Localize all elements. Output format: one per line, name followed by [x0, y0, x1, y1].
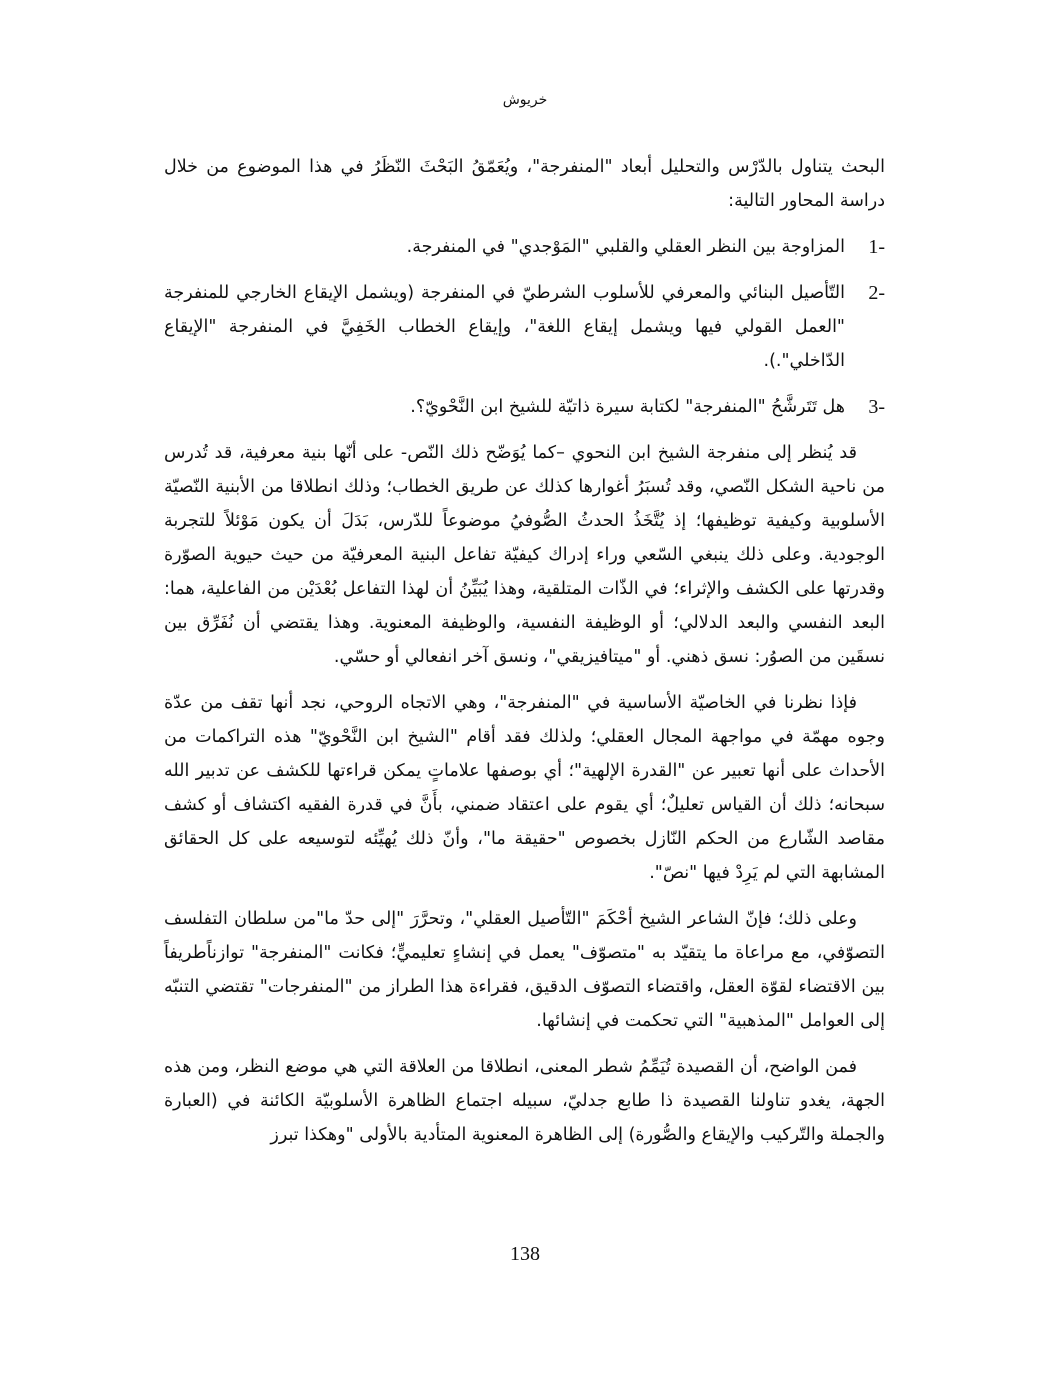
intro-paragraph: البحث يتناول بالدّرْس والتحليل أبعاد "المنفرجة"، ويُعَمّقُ البَحْثَ النّظَرُ في هذا الموضوع من خلال دراسة المحاور التالية: [164, 157, 885, 211]
list-item [164, 390, 885, 424]
list-item-text: المزاوجة بين النظر العقلي والقلبي "المَوْجدي" في المنفرجة. [406, 237, 845, 257]
list-item-number: -1 [868, 236, 885, 258]
body-text [164, 150, 885, 1164]
list-item-number: -2 [868, 282, 885, 304]
body-paragraph: قد يُنظر إلى منفرجة الشيخ ابن النحوي –كما يُوَضّح ذلك النّص- على أنّها بنية معرفية، قد تُدرس من ناحية الشكل النّصي، وقد تُسبَرُ أغوارها كذلك عن طريق الخطاب؛ وذلك انطلاقا من الأبنية النّصيّة الأسلوبية وكيفية توظيفها؛ إذ يُتَّخَذُ الحدثُ الصُّوفيُ موضوعاً للدّرس، بَدَلَ أن يكون مَوْئلاً للتجربة الوجودية. وعلى ذلك ينبغي السّعي وراء إدراك كيفيّة تفاعل البنية المعرفيّة من حيث حيوية الصوّرة وقدرتها على الكشف والإثراء؛ في الذّات المتلقية، وهذا يُبَيِّنُ أن لهذا التفاعل بُعْدَيْن من الفاعلية، هما: البعد النفسي والبعد الدلالي؛ أو الوظيفة النفسية، والوظيفة المعنوية. وهذا يقتضي أن نُفَرِّق بين نسقَين من الصوُر: نسق ذهني. أو "ميتافيزيقي"، ونسق آخر انفعالي أو حسّي. [164, 443, 885, 667]
page-number: 138 [510, 1243, 540, 1265]
body-paragraph: فمن الواضح، أن القصيدة تُيَمِّمُ شطر المعنى، انطلاقا من العلاقة التي هي موضع النظر، ومن هذه الجهة، يغدو تناولنا القصيدة ذا طابع جدليّ، سبيله اجتماع الظاهرة الأسلوبيّة الكائنة في (العبارة والجملة والتّركيب والإيقاع والصُّورة) إلى الظاهرة المعنوية المتأدية بالأولى "وهكذا تبرز [164, 1057, 885, 1145]
list-item-text: هل تَتَرشَّحُ "المنفرجة" لكتابة سيرة ذاتيّة للشيخ ابن النَّحْويّ؟. [410, 397, 845, 417]
body-paragraph: وعلى ذلك؛ فإنّ الشاعر الشيخ أحْكَمَ "التّأصيل العقلي"، وتحرَّرَ "إلى حدّ ما"من سلطان التفلسف التصوّفي، مع مراعاة ما يتقيّد به "متصوّف" يعمل في إنشاءٍ تعليميٍّ؛ فكانت "المنفرجة" توازناًطريفاً بين الاقتضاء لقوّة العقل، واقتضاء التصوّف الدقيق، فقراءة هذا الطراز من "المنفرجات" تقتضي التنبّه إلى العوامل "المذهبية" التي تحكمت في إنشائها. [164, 909, 885, 1031]
running-header: خريوش [502, 92, 548, 108]
list-item [164, 276, 885, 378]
list-item-number: -3 [868, 396, 885, 418]
list-item [164, 230, 885, 264]
body-paragraph: فإذا نظرنا في الخاصيّة الأساسية في "المنفرجة"، وهي الاتجاه الروحي، نجد أنها تقف من عدّة وجوه مهمّة في مواجهة المجال العقلي؛ ولذلك فقد أقام "الشيخ ابن النَّحْويّ" هذه التراكمات من الأحداث على أنها تعبير عن "القدرة الإلهية"؛ أي بوصفها علاماتٍ يمكن قراءتها للكشف عن تدبير الله سبحانه؛ ذلك أن القياس تعليلٌ؛ أي يقوم على اعتقاد ضمني، بأَنَّ في قدرة الفقيه اكتشاف أو كشف مقاصد الشّارع من الحكم النّازل بخصوص "حقيقة ما"، وأنّ ذلك يُهيِّئه لتوسيعه على كل الحقائق المشابهة التي لم يَرِدْ فيها "نصّ". [164, 693, 885, 883]
list-item-text: التّأصيل البنائي والمعرفي للأسلوب الشرطيّ في المنفرجة (ويشمل الإيقاع الخارجي للمنفرجة "العمل القولي فيها ويشمل إيقاع اللغة"، وإيقاع الخطاب الخَفِيَّ في المنفرجة "الإيقاع الدّاخلي".). [164, 283, 845, 371]
